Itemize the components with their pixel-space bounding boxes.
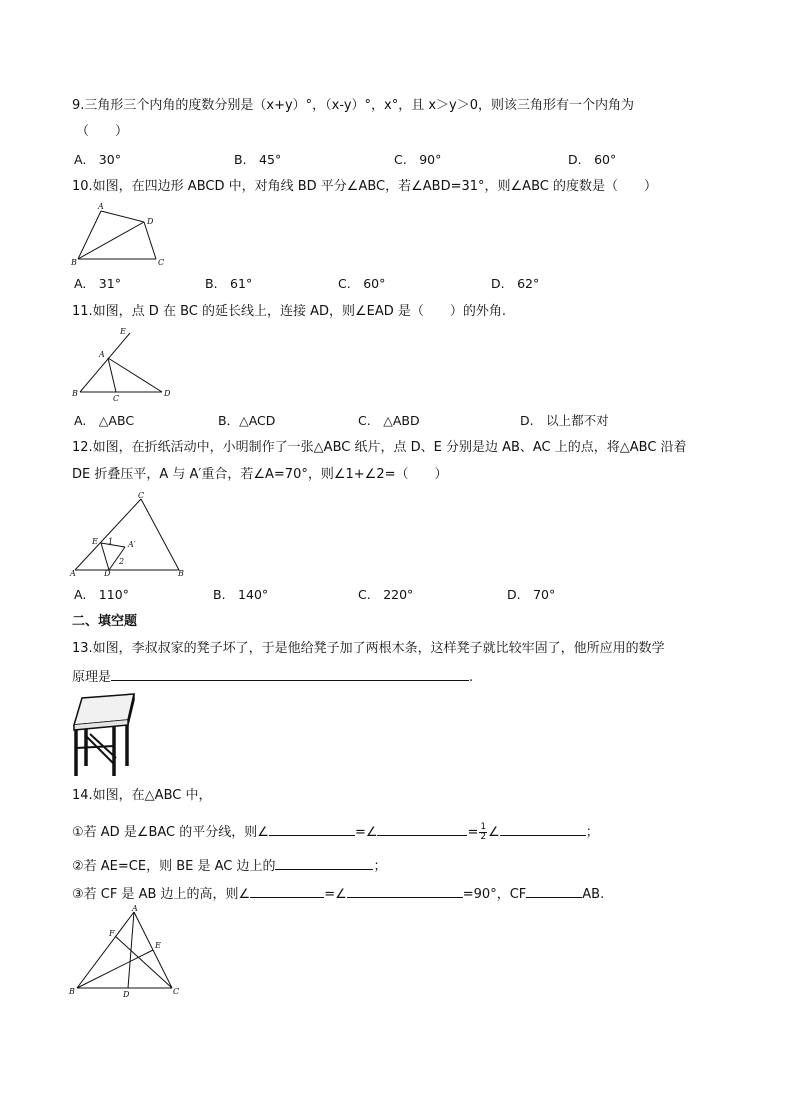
q14-blank-5[interactable] [250,884,324,898]
q12-label-a-prime: A′ [128,540,136,549]
q13-answer-blank[interactable] [111,667,469,681]
q11-option-a: A. △ABC [74,413,135,428]
q14-label-d: D [123,990,130,999]
q10-option-d: D. 62° [491,276,540,291]
one-half-fraction: $\frac{1}{2}$ [480,822,487,842]
q10-label-d: D [147,217,154,226]
q11-label-c: C [113,394,120,403]
q14-triangle-figure [68,904,188,1004]
q10-option-c: C. 60° [338,276,386,291]
q12-fold-figure [68,490,193,580]
q14-label-c: C [173,987,180,996]
q14-label-e: E [155,941,161,950]
q13-prefix: 原理是 [72,670,112,685]
q12-option-d: D. 70° [507,587,556,602]
q10-label-b: B [71,258,77,267]
q14-blank-3[interactable] [500,822,586,836]
q10-stem: 10.如图，在四边形 ABCD 中，对角线 BD 平分∠ABC，若∠ABD=31°，则∠ABC 的度数是（ ） [72,179,657,194]
q12-label-a: A [70,569,76,578]
stool-icon [72,690,142,780]
q11-label-e: E [120,327,126,336]
q9-option-d: D. 60° [568,152,617,167]
q14-label-f: F [109,929,115,938]
q13-suffix: . [469,670,474,685]
q10-label-a: A [98,202,104,211]
q14-blank-4[interactable] [275,856,373,870]
q9-option-a: A. 30° [74,152,121,167]
q14-blank-2[interactable] [377,822,467,836]
q12-label-d: D [104,569,111,578]
q13-stem-line2 [72,667,473,686]
q12-label-b: B [178,569,184,578]
q11-option-c: C. △ABD [358,413,420,428]
q14-line1: ①若 AD 是∠BAC 的平分线，则∠ =∠ = $\frac{1}{2}$ ∠ ； [72,822,599,842]
q14-label-a: A [132,904,138,913]
q12-stem-line2: DE 折叠压平，A 与 A′重合，若∠A=70°，则∠1+∠2=（ ） [72,467,448,482]
q12-label-2: 2 [119,557,125,566]
q9-option-b: B. 45° [234,152,282,167]
q12-label-c: C [138,491,145,500]
q14-label-b: B [69,987,75,996]
q10-option-b: B. 61° [205,276,253,291]
q9-option-c: C. 90° [394,152,442,167]
q9-stem-line2: （ ） [76,124,129,139]
q12-option-a: A. 110° [74,587,129,602]
q14-line3: ③若 CF 是 AB 边上的高，则∠ =∠ =90°，CF AB. [72,884,604,903]
q10-quadrilateral-figure [68,200,168,270]
q11-option-b: B．△ACD [218,413,276,428]
q10-label-c: C [158,258,165,267]
q14-stem: 14.如图，在△ABC 中， [72,788,212,803]
q11-option-d: D. 以上都不对 [520,413,609,428]
q11-label-a: A [99,350,105,359]
q9-stem-line1: 9.三角形三个内角的度数分别是（x+y）°，（x-y）°，x°，且 x＞y＞0，则该三角形有一个内角为 [72,98,635,113]
section-title-fill-in: 二、填空题 [72,614,138,629]
q12-label-e: E [92,537,98,546]
q12-label-1: 1 [108,537,114,546]
q11-label-d: D [164,389,171,398]
q11-stem: 11.如图，点 D 在 BC 的延长线上，连接 AD，则∠EAD 是（ ）的外角. [72,304,507,319]
q14-blank-6[interactable] [347,884,463,898]
q11-label-b: B [72,389,78,398]
q12-stem-line1: 12.如图，在折纸活动中，小明制作了一张△ABC 纸片，点 D、E 分别是边 AB、AC 上的点，将△ABC 沿着 [72,440,687,455]
q11-triangle-figure [68,322,178,402]
q14-blank-7[interactable] [526,884,582,898]
q14-blank-1[interactable] [269,822,355,836]
q14-line2: ②若 AE=CE，则 BE 是 AC 边上的 ； [72,856,387,875]
q13-stem-line1: 13.如图，李叔叔家的凳子坏了，于是他给凳子加了两根木条，这样凳子就比较牢固了，他所应用的数学 [72,641,665,656]
q10-option-a: A. 31° [74,276,121,291]
q12-option-c: C. 220° [358,587,414,602]
q12-option-b: B. 140° [213,587,269,602]
